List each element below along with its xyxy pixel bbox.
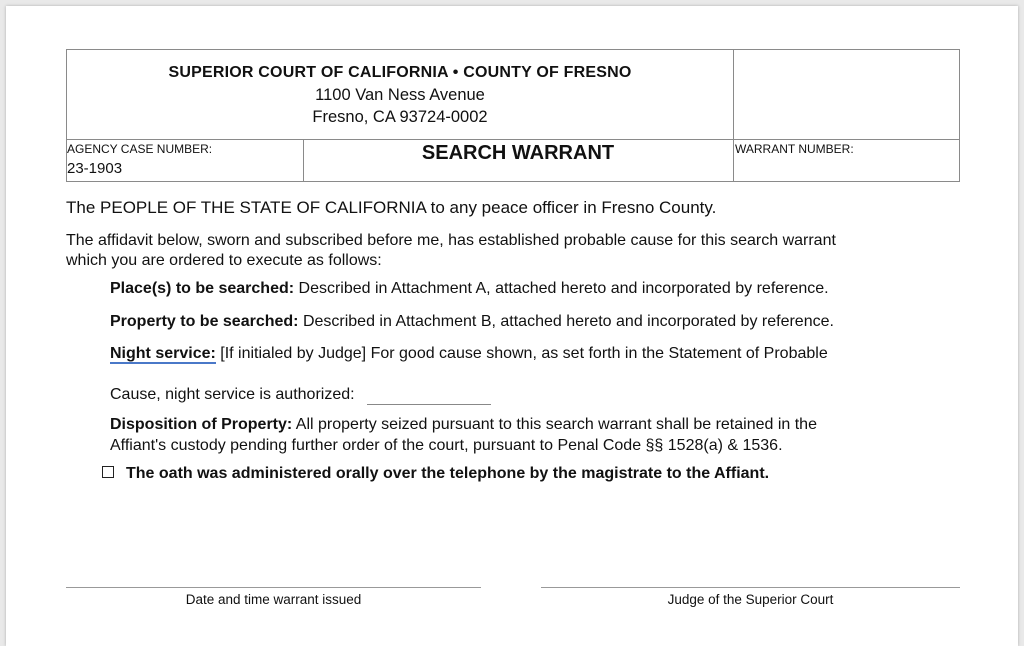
oath-checkbox[interactable]	[102, 466, 114, 478]
disposition-label: Disposition of Property:	[110, 416, 293, 433]
night-service-text2: Cause, night service is authorized:	[110, 386, 355, 403]
court-name: SUPERIOR COURT OF CALIFORNIA • COUNTY OF FRESNO	[168, 64, 632, 81]
judge-signature-line	[541, 587, 960, 588]
agency-case-number: 23-1903	[67, 160, 123, 177]
night-service-line2	[110, 385, 491, 405]
night-service-text: [If initialed by Judge] For good cause shown, as set forth in the Statement of Probable	[215, 345, 828, 362]
header-divider-right	[733, 50, 734, 181]
date-signature-line	[66, 587, 481, 588]
disposition-paragraph	[110, 415, 817, 435]
property-label: Property to be searched:	[110, 313, 299, 330]
document-title: SEARCH WARRANT	[421, 142, 615, 164]
court-address-line1: 1100 Van Ness Avenue	[315, 86, 485, 104]
date-signature-caption: Date and time warrant issued	[185, 592, 362, 607]
places-text: Described in Attachment A, attached hereto and incorporated by reference.	[294, 280, 829, 297]
affidavit-line-1: The affidavit below, sworn and subscribed before me, has established probable cause for this search warrant	[66, 232, 836, 249]
agency-case-label: AGENCY CASE NUMBER:	[67, 142, 213, 156]
disposition-text-1: All property seized pursuant to this search warrant shall be retained in the	[292, 416, 817, 433]
places-label: Place(s) to be searched:	[110, 280, 295, 297]
disposition-text-2: Affiant's custody pending further order of the court, pursuant to Penal Code §§ 1528(a) & 1536.	[110, 437, 783, 454]
night-service-paragraph	[110, 344, 828, 364]
oath-text: The oath was administered orally over the telephone by the magistrate to the Affiant.	[126, 465, 770, 482]
header-row-divider	[67, 139, 959, 140]
night-service-label: Night service:	[110, 345, 216, 362]
affidavit-line-2: which you are ordered to execute as follows:	[66, 252, 382, 269]
intro-text: The PEOPLE OF THE STATE OF CALIFORNIA to any peace officer in Fresno County.	[66, 198, 717, 217]
judge-signature-caption: Judge of the Superior Court	[667, 592, 834, 607]
judge-initial-blank[interactable]	[367, 390, 491, 405]
court-address-line2: Fresno, CA 93724-0002	[312, 108, 488, 126]
property-text: Described in Attachment B, attached hereto and incorporated by reference.	[298, 313, 834, 330]
header-table	[66, 49, 960, 182]
places-paragraph	[110, 279, 829, 299]
property-paragraph	[110, 312, 834, 332]
warrant-number-label: WARRANT NUMBER:	[735, 142, 854, 156]
